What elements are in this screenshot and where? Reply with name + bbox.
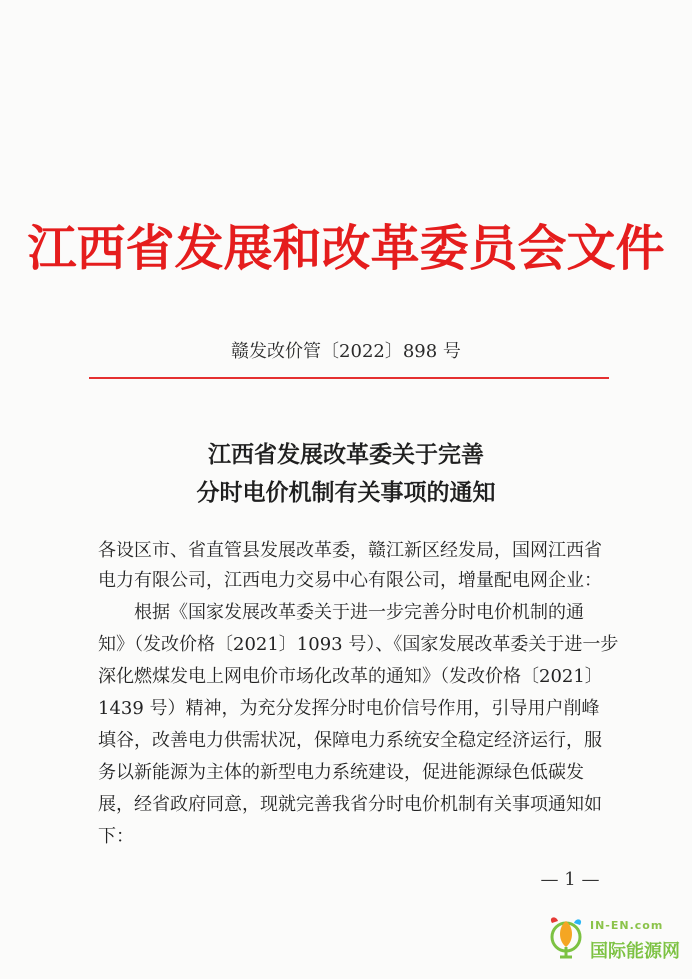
body-line: 1439 号）精神，为充分发挥分时电价信号作用，引导用户削峰 [98, 698, 600, 719]
body-line: 填谷，改善电力供需状况，保障电力系统安全稳定经济运行，服 [98, 730, 602, 751]
document-body [98, 536, 619, 876]
document-header-title: 江西省发展和改革委员会文件 [27, 219, 665, 277]
body-line: 展，经省政府同意，现就完善我省分时电价机制有关事项通知如 [98, 794, 602, 815]
body-line: 各设区市、省直管县发展改革委，赣江新区经发局，国网江西省 [98, 540, 602, 561]
body-line: 下： [98, 826, 134, 847]
page-number: — 1 — [540, 869, 600, 890]
watermark-english: IN-EN.com [590, 919, 664, 932]
body-line: 知》（发改价格〔2021〕1093 号）、《国家发展改革委关于进一步 [98, 634, 619, 655]
body-line: 务以新能源为主体的新型电力系统建设，促进能源绿色低碳发 [98, 762, 584, 783]
body-line: 电力有限公司，江西电力交易中心有限公司，增量配电网企业： [98, 570, 602, 591]
body-line: 深化燃煤发电上网电价市场化改革的通知》（发改价格〔2021〕 [98, 666, 603, 687]
notice-title-line-2: 分时电价机制有关事项的通知 [196, 479, 496, 506]
notice-title-line-1: 江西省发展改革委关于完善 [208, 441, 484, 468]
body-line: 根据《国家发展改革委关于进一步完善分时电价机制的通 [134, 602, 584, 623]
red-divider-line [89, 377, 609, 379]
document-number: 赣发改价管〔2022〕898 号 [231, 341, 461, 362]
watermark-chinese: 国际能源网 [590, 941, 680, 962]
watermark [540, 911, 680, 971]
leaf-bulb-icon [544, 913, 588, 965]
